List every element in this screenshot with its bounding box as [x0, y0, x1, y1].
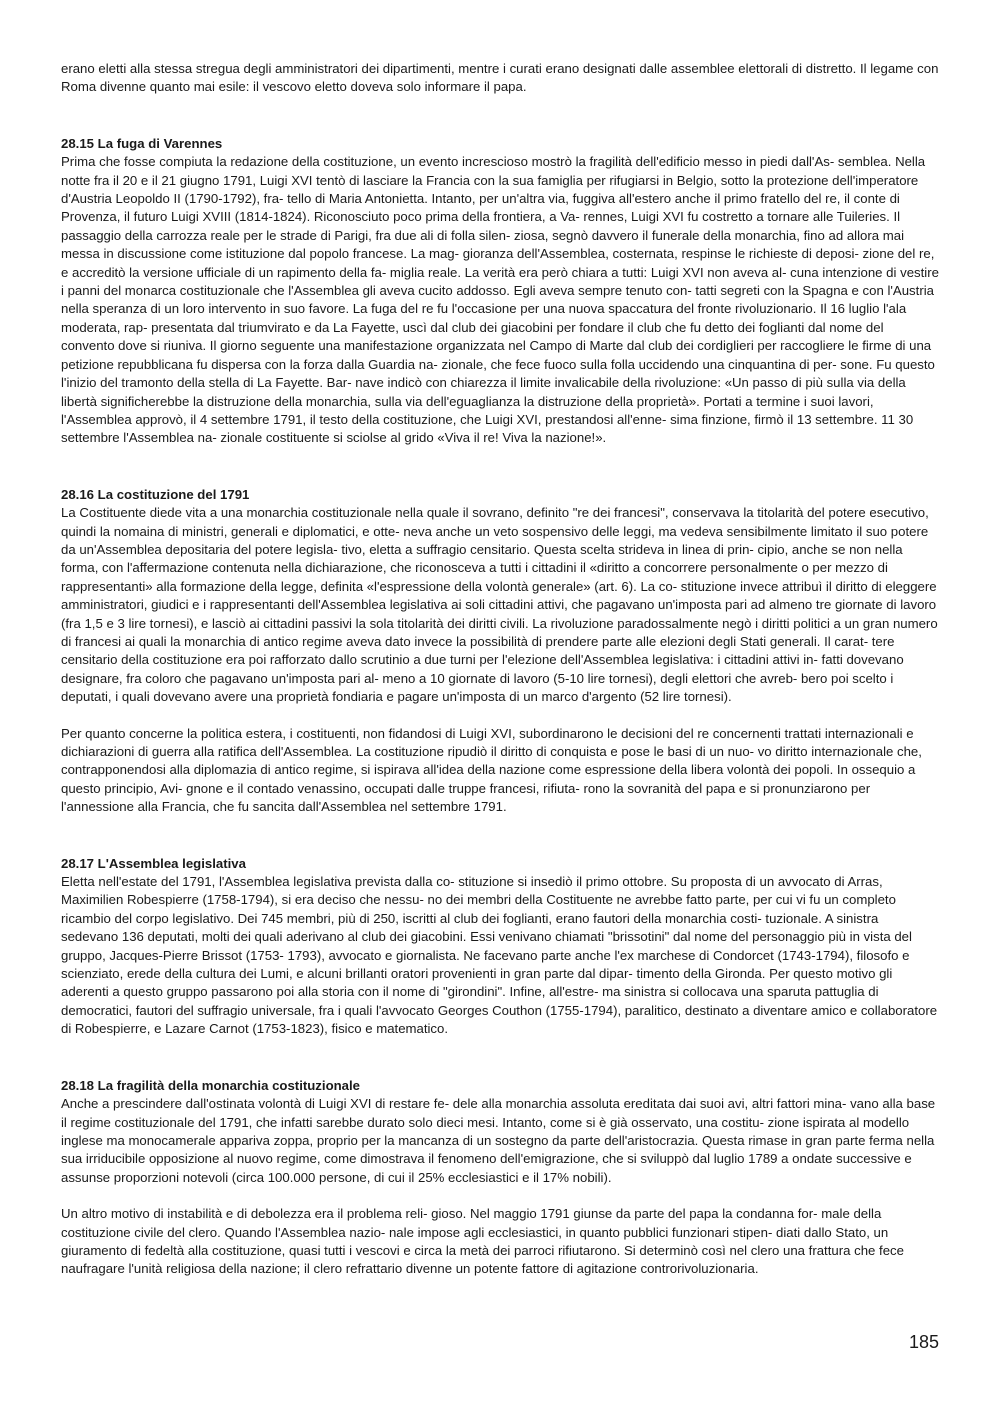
section-paragraph: Prima che fosse compiuta la redazione della costituzione, un evento increscioso mostrò la fragilità dell'edificio messo in piedi dall'As- semblea. Nella notte fra il 20 e il 21 giugno 1791, Luigi XVI tentò di lasciare la Francia con la sua famiglia per rifugiarsi in Belgio, sotto la protezione dell'imperatore d'Austria Leopoldo II (1790-1792), fra- tello di Maria Antonietta. Intanto, per un'altra via, fuggiva all'estero anche il primo fratello del re, il conte di Provenza, il futuro Luigi XVIII (1814-1824). Riconosciuto poco prima della frontiera, a Va- rennes, Luigi XVI fu costretto a tornare alle Tuileries. Il passaggio della carrozza reale per le strade di Parigi, fra due ali di folla silen- ziosa, segnò davvero il funerale della monarchia, fino ad allora mai messa in discussione come istituzione dal popolo francese. La mag- gioranza dell'Assemblea, costernata, respinse le richieste di deposi- zione del re, e accreditò la versione ufficiale di un rapimento della fa- miglia reale. La verità era però chiara a tutti: Luigi XVI non aveva al- cuna intenzione di vestire i panni del monarca costituzionale che l'Assemblea gli aveva cucito addosso. Egli aveva sempre tenuto con- tatti segreti con la Spagna e con l'Austria nella speranza di un loro intervento in suo favore. La fuga del re fu l'occasione per una nuova spaccatura del fronte rivoluzionario. Il 16 luglio l'ala moderata, rap- presentata dal triumvirato e da La Fayette, uscì dal club dei giacobini per fondare il club che fu detto dei foglianti dal nome del convento dove si riuniva. Il giorno seguente una manifestazione organizzata nel Campo di Marte dal club dei cordiglieri per raccogliere le firme di una petizione repubblicana fu dispersa con la forza dalla Guardia na- zionale, che fece fuoco sulla folla uccidendo una cinquantina di per- sone. Fu questo l'inizio del tramonto della stella di La Fayette. Bar- nave indicò con chiarezza il limite invalicabile della rivoluzione: «Un passo di più sulla via della libertà significherebbe la distruzione della monarchia, sulla via dell'eguaglianza la distruzione della proprietà». Portati a termine i suoi lavori, l'Assemblea approvò, il 4 settembre 1791, il testo della costituzione, che Luigi XVI, prestandosi all'enne- sima finzione, firmò il 13 settembre. 11 30 settembre l'Assemblea na- zionale costituente si sciolse al grido «Viva il re! Viva la nazione!». [61, 154, 939, 446]
section-heading: 28.18 La fragilità della monarchia costituzionale [61, 1077, 361, 1093]
section-paragraph: Un altro motivo di instabilità e di debolezza era il problema reli- gioso. Nel maggio 1791 giunse da parte del papa la condanna for- male della costituzione civile del clero. Quando l'Assemblea nazio- nale impose agli ecclesiastici, in quanto pubblici funzionari stipen- diati dallo Stato, un giuramento di fedeltà alla costituzione, quasi tutti i vescovi e circa la metà dei parroci rifiutarono. Si determinò così nel clero una frattura che fece naufragare l'unità religiosa della nazione; il clero refrattario divenne un potente fattore di agitazione controrivoluzionaria. [61, 1206, 904, 1277]
section-paragraph: Eletta nell'estate del 1791, l'Assemblea legislativa prevista dalla co- stituzione si insediò il primo ottobre. Su proposta di un avvocato di Arras, Maximilien Robespierre (1758-1794), si era deciso che nessu- no dei membri della Costituente ne avrebbe fatto parte, per cui vi fu un completo ricambio del corpo legislativo. Dei 745 membri, più di 250, iscritti al club dei foglianti, erano fautori della monarchia costi- tuzionale. A sinistra sedevano 136 deputati, molti dei quali aderivano al club dei giacobini. Essi venivano chiamati "brissotini" dal nome del personaggio più in vista del gruppo, Jacques-Pierre Brissot (1753- 1793), avvocato e giornalista. Ne facevano parte anche l'ex marchese di Condorcet (1743-1794), filosofo e scienziato, erede della cultura dei Lumi, e alcuni brillanti oratori provenienti in gran parte dal dipar- timento della Gironda. Per questo motivo gli aderenti a questo gruppo passarono poi alla storia con il nome di "girondini". Infine, all'estre- ma sinistra si collocava una sparuta pattuglia di democratici, fautori del suffragio universale, fra i quali l'avvocato Georges Couthon (1755-1794), paralitico, destinato a diventare amico e collaboratore di Robespierre, e Lazare Carnot (1753-1823), fisico e matematico. [61, 874, 938, 1037]
section-heading: 28.16 La costituzione del 1791 [61, 486, 250, 502]
section-paragraph: La Costituente diede vita a una monarchia costituzionale nella quale il sovrano, definito "re dei francesi", conservava la titolarità del potere esecutivo, quindi la nomaina di ministri, generali e diplomatici, e otte- neva anche un veto sospensivo delle leggi, ma vedeva sensibilmente limitato il suo potere da un'Assemblea depositaria del potere legisla- tivo, eletta a suffragio censitario. Questa scelta strideva in linea di prin- cipio, anche se non nella forma, con l'affermazione contenuta nella dichiarazione, che riconosceva a tutti i cittadini il «diritto a concorrere personalmente o per mezzo di rappresentanti» alla formazione della legge, definita «l'espressione della volontà generale» (art. 6). La co- stituzione invece attribuì il diritto di eleggere amministratori, giudici e i rappresentanti dell'Assemblea legislativa ai soli cittadini attivi, che pagavano un'imposta pari ad almeno tre giornate di lavoro (fra 1,5 e 3 lire tornesi), e lasciò ai cittadini passivi la sola titolarità dei diritti civili. La rivoluzione paradossalmente negò i diritti politici a un gran numero di francesi ai quali la monarchia di antico regime aveva dato invece la possibilità di prendere parte alle elezioni degli Stati generali. Il carat- tere censitario della costituzione era poi rafforzato dallo scrutinio a due turni per l'elezione dell'Assemblea legislativa: i cittadini attivi in- fatti dovevano designare, fra coloro che pagavano un'imposta pari al- meno a 10 giornate di lavoro (5-10 lire tornesi), degli elettori che avreb- bero poi scelto i deputati, i quali dovevano avere una proprietà fondiaria e pagare un'imposta di un marco d'argento (52 lire tornesi). [61, 505, 938, 705]
section-heading: 28.15 La fuga di Varennes [61, 135, 223, 151]
section-heading: 28.17 L'Assemblea legislativa [61, 855, 246, 871]
section-assemblea-legislativa [61, 855, 939, 1039]
section-fragilita-monarchia [61, 1077, 939, 1279]
section-costituzione-1791 [61, 486, 939, 817]
intro-paragraph: erano eletti alla stessa stregua degli amministratori dei dipartimenti, mentre i curati erano designati dalle assemblee elettorali di distretto. Il legame con Roma divenne quanto mai esile: il vescovo eletto doveva solo informare il papa. [61, 61, 939, 95]
section-paragraph: Anche a prescindere dall'ostinata volontà di Luigi XVI di restare fe- dele alla monarchia assoluta ereditata dai suoi avi, altri fattori mina- vano alla base il regime costituzionale del 1791, che infatti sarebbe durato solo dieci mesi. Intanto, come si è già osservato, una costitu- zione ispirata al modello inglese ma monocamerale appariva zoppa, proprio per la mancanza di un sostegno da parte dell'aristocrazia. Questa rimase in gran parte ferma nella sua irriducibile opposizione al nuovo regime, come dimostrava il fenomeno dell'emigrazione, che si sviluppò dal luglio 1789 a ondate successive e assunse proporzioni notevoli (circa 100.000 persone, di cui il 25% ecclesiastici e il 17% nobili). [61, 1096, 936, 1185]
section-paragraph: Per quanto concerne la politica estera, i costituenti, non fidandosi di Luigi XVI, subordinarono le decisioni del re concernenti trattati internazionali e dichiarazioni di guerra alla ratifica dell'Assemblea. La costituzione ripudiò il diritto di conquista e pose le basi di un nuo- vo diritto internazionale che, contrapponendosi alla diplomazia di antico regime, si ispirava all'idea della nazione come espressione della libera volontà dei popoli. In ossequio a questo principio, Avi- gnone e il contado venassino, occupati dalle truppe francesi, rifiuta- rono la sovranità del papa e si pronunziarono per l'annessione alla Francia, che fu sancita dall'Assemblea nel settembre 1791. [61, 725, 922, 815]
page-body [61, 60, 939, 1279]
page-number: 185 [908, 1332, 939, 1352]
section-varennes [61, 135, 939, 448]
